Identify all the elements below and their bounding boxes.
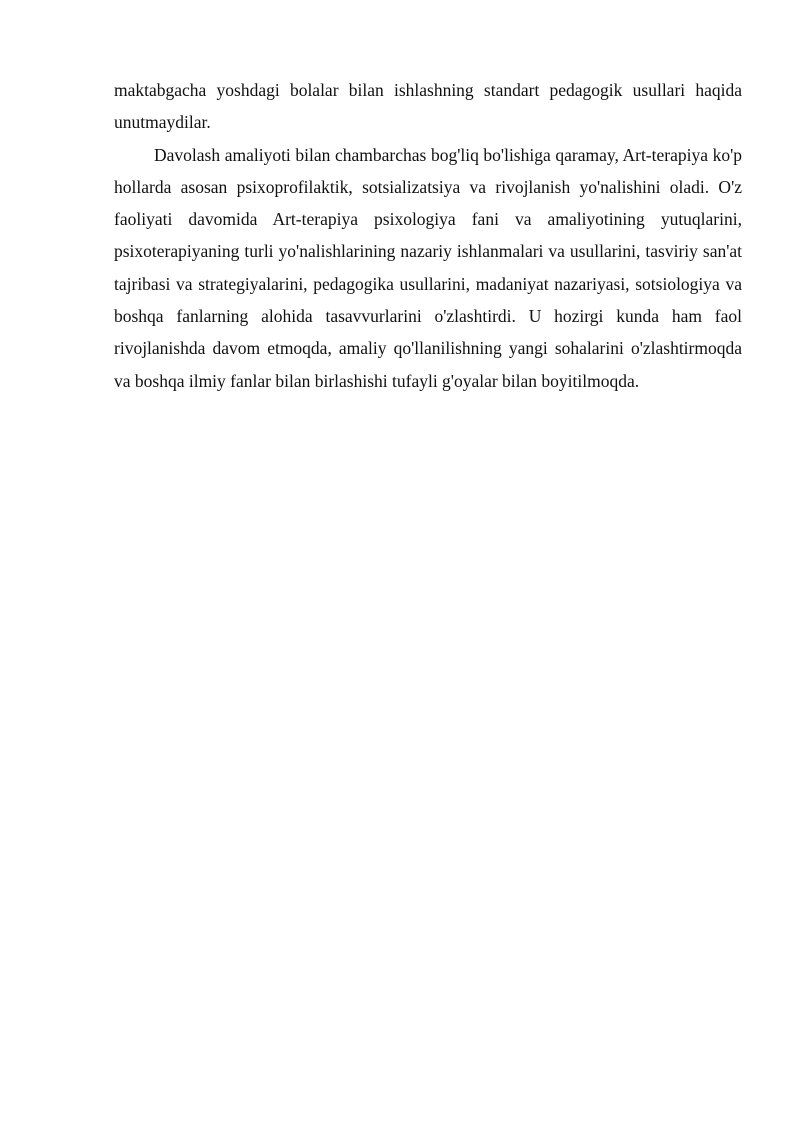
body-text	[114, 74, 742, 397]
paragraph-art-therapy: Davolash amaliyoti bilan chambarchas bog'liq bo'lishiga qaramay, Art-terapiya ko'p hollarda asosan psixoprofilaktik, sotsializatsiya va rivojlanish yo'nalishini oladi. O'z faoliyati davomida Art-terapiya psixologiya fani va amaliyotining yutuqlarini, psixoterapiyaning turli yo'nalishlarining nazariy ishlanmalari va usullarini, tasviriy san'at tajribasi va strategiyalarini, pedagogika usullarini, madaniyat nazariyasi, sotsiologiya va boshqa fanlarning alohida tasavvurlarini o'zlashtirdi. U hozirgi kunda ham faol rivojlanishda davom etmoqda, amaliy qo'llanilishning yangi sohalarini o'zlashtirmoqda va boshqa ilmiy fanlar bilan birlashishi tufayli g'oyalar bilan boyitilmoqda.	[114, 144, 742, 391]
paragraph-continuation: maktabgacha yoshdagi bolalar bilan ishlashning standart pedagogik usullari haqida unutmaydilar.	[114, 80, 742, 133]
